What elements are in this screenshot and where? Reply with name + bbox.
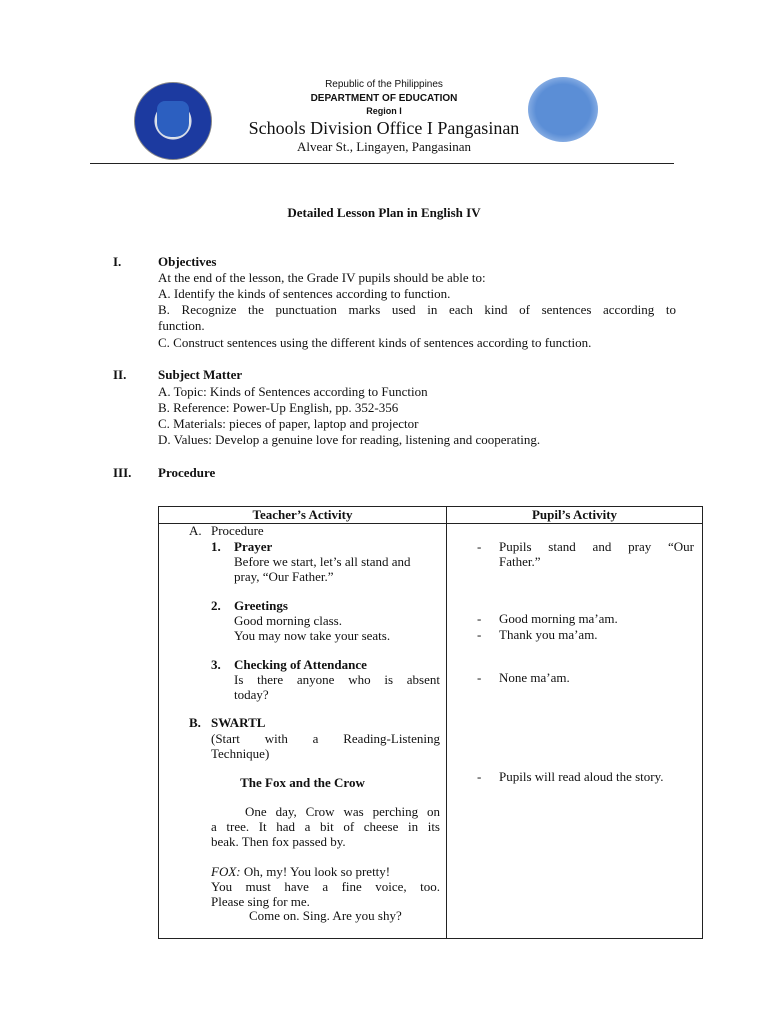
section-title-objectives: Objectives bbox=[158, 254, 217, 269]
step-2-line-1: Good morning class. bbox=[234, 613, 342, 628]
pupil-response-thanks: Thank you ma’am. bbox=[499, 627, 598, 642]
pupil-dash-3: - bbox=[477, 627, 482, 642]
republic-line: Republic of the Philippines bbox=[325, 79, 443, 90]
fox-line-4: Come on. Sing. Are you shy? bbox=[249, 908, 402, 923]
story-line-1: One day, Crow was perching on bbox=[245, 804, 440, 819]
step-1-title: Prayer bbox=[234, 539, 273, 554]
section-number-subject: II. bbox=[113, 367, 127, 382]
office-address: Alvear St., Lingayen, Pangasinan bbox=[296, 139, 471, 154]
step-2-number: 2. bbox=[211, 598, 221, 613]
subject-materials: C. Materials: pieces of paper, laptop and projector bbox=[158, 416, 419, 431]
step-1-line-2: pray, “Our Father.” bbox=[234, 569, 334, 584]
teacher-activity-header: Teacher’s Activity bbox=[252, 507, 353, 522]
pupil-dash-4: - bbox=[477, 670, 482, 685]
story-line-2: a tree. It had a bit of cheese in its bbox=[211, 819, 440, 834]
department-line: DEPARTMENT OF EDUCATION bbox=[310, 93, 458, 104]
pupil-dash-2: - bbox=[477, 611, 482, 626]
part-b-label: B. bbox=[189, 715, 201, 730]
step-3-title: Checking of Attendance bbox=[234, 657, 367, 672]
step-3-number: 3. bbox=[211, 657, 221, 672]
part-a-title: Procedure bbox=[211, 523, 264, 538]
pupil-dash-1: - bbox=[477, 539, 482, 554]
subject-values: D. Values: Develop a genuine love for reading, listening and cooperating. bbox=[158, 432, 541, 447]
section-title-subject: Subject Matter bbox=[158, 367, 243, 382]
objective-b: B. Recognize the punctuation marks used in each kind of sentences according to bbox=[158, 302, 676, 317]
header-divider bbox=[90, 163, 674, 164]
document-title: Detailed Lesson Plan in English IV bbox=[287, 205, 481, 220]
story-title: The Fox and the Crow bbox=[240, 775, 365, 790]
fox-line-3: Please sing for me. bbox=[211, 894, 310, 909]
step-2-line-2: You may now take your seats. bbox=[234, 628, 391, 643]
activity-table bbox=[158, 506, 703, 939]
objective-a: A. Identify the kinds of sentences according to function. bbox=[158, 286, 451, 301]
part-b-title: SWARTL bbox=[211, 715, 266, 730]
objective-b-cont: function. bbox=[158, 318, 205, 333]
pupil-response-prayer-1: Pupils stand and pray “Our bbox=[499, 539, 694, 554]
step-1-number: 1. bbox=[211, 539, 221, 554]
pupil-activity-header: Pupil’s Activity bbox=[531, 507, 618, 522]
part-a-label: A. bbox=[189, 523, 202, 538]
fox-line-1 bbox=[211, 864, 440, 879]
story-line-3: beak. Then fox passed by. bbox=[211, 834, 346, 849]
pupil-response-read-story: Pupils will read aloud the story. bbox=[499, 769, 664, 784]
step-3-line-1: Is there anyone who is absent bbox=[234, 672, 440, 687]
office-name: Schools Division Office I Pangasinan bbox=[248, 118, 520, 138]
subject-topic: A. Topic: Kinds of Sentences according to Function bbox=[158, 384, 428, 399]
step-2-title: Greetings bbox=[234, 598, 288, 613]
part-b-line-2: Technique) bbox=[211, 746, 270, 761]
objective-c: C. Construct sentences using the different kinds of sentences according to function. bbox=[158, 335, 592, 350]
section-title-procedure: Procedure bbox=[158, 465, 216, 480]
section-number-objectives: I. bbox=[113, 254, 122, 269]
fox-line-2: You must have a fine voice, too. bbox=[211, 879, 440, 894]
fox-line-1-text: Oh, my! You look so pretty! bbox=[240, 864, 391, 879]
section-number-procedure: III. bbox=[113, 465, 132, 480]
pupil-response-prayer-2: Father.” bbox=[499, 554, 541, 569]
pupil-response-greeting: Good morning ma’am. bbox=[499, 611, 618, 626]
pupil-dash-5: - bbox=[477, 769, 482, 784]
fox-speaker-label: FOX: bbox=[211, 864, 241, 879]
subject-reference: B. Reference: Power-Up English, pp. 352-356 bbox=[158, 400, 399, 415]
part-b-line-1: (Start with a Reading-Listening bbox=[211, 731, 440, 746]
step-1-line-1: Before we start, let’s all stand and bbox=[234, 554, 411, 569]
objectives-intro: At the end of the lesson, the Grade IV pupils should be able to: bbox=[158, 270, 486, 285]
pupil-response-attendance: None ma’am. bbox=[499, 670, 570, 685]
step-3-line-2: today? bbox=[234, 687, 269, 702]
region-line: Region I bbox=[366, 106, 402, 116]
